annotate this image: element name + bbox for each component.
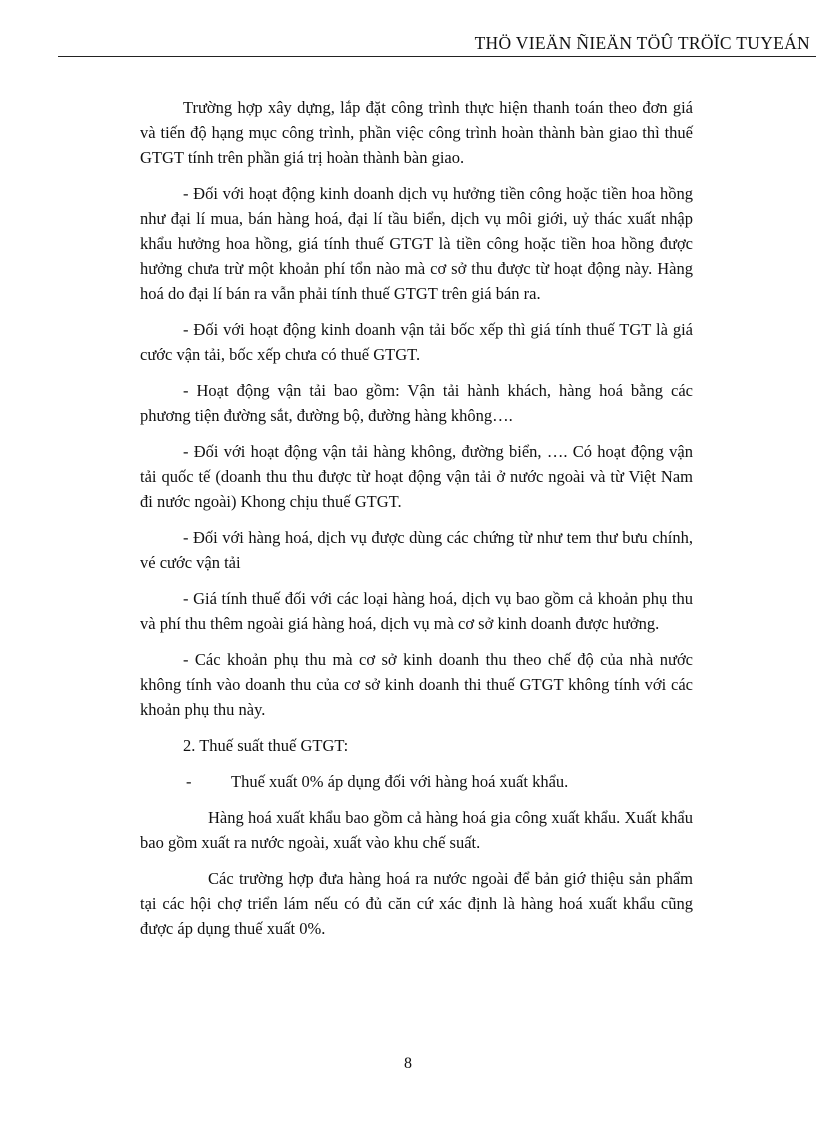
paragraph-surcharges: - Giá tính thuế đối với các loại hàng hoá, dịch vụ bao gồm cả khoản phụ thu và phí thu thêm ngoài giá hàng hoá, dịch vụ mà cơ sở kinh doanh được hưởng. — [140, 589, 693, 633]
paragraph-construction: Trường hợp xây dựng, lắp đặt công trình thực hiện thanh toán theo đơn giá và tiến độ hạng mục công trình, phần việc công trình hoàn thành bàn giao thì thuế GTGT tính trên phần giá trị hoàn thành bàn giao. — [140, 98, 693, 167]
header-rule — [58, 56, 816, 57]
paragraph-international-transport: - Đối với hoạt động vận tải hàng không, đường biển, …. Có hoạt động vận tải quốc tế (doanh thu thu được từ hoạt động vận tải ở nước ngoài và từ Việt Nam đi nước ngoài) Khong chịu thuế GTGT. — [140, 442, 693, 511]
list-dash: - — [186, 772, 192, 791]
paragraph-exhibition-goods: Các trường hợp đưa hàng hoá ra nước ngoài để bản giớ thiệu sản phẩm tại các hội chợ triển lám nếu có đủ căn cứ xác định là hàng hoá xuất khẩu cũng được áp dụng thuế xuất 0%. — [140, 869, 693, 938]
list-item-text: Thuế xuất 0% áp dụng đối với hàng hoá xuất khẩu. — [231, 772, 569, 791]
paragraph-state-surcharges: - Các khoản phụ thu mà cơ sở kinh doanh thu theo chế độ của nhà nước không tính vào doanh thu của cơ sở kinh doanh thi thuế GTGT không tính với các khoản phụ thu này. — [140, 650, 693, 719]
paragraph-commission-services: - Đối với hoạt động kinh doanh dịch vụ hưởng tiền công hoặc tiền hoa hồng như đại lí mua, bán hàng hoá, đại lí tầu biển, dịch vụ môi giới, uỷ thác xuất nhập khẩu hưởng hoa hồng, giá tính thuế GTGT là tiền công hoặc tiền hoa hồng được hưởng chưa trừ một khoản phí tổn nào mà cơ sở thu được từ hoạt động này. Hàng hoá do đại lí bán ra vẫn phải tính thuế GTGT trên giá bán ra. — [140, 184, 693, 303]
paragraph-export-goods: Hàng hoá xuất khẩu bao gồm cả hàng hoá gia công xuất khẩu. Xuất khẩu bao gồm xuất ra nước ngoài, xuất vào khu chế suất. — [140, 808, 693, 852]
section-heading-tax-rate: 2. Thuế suất thuế GTGT: — [183, 736, 349, 755]
document-body — [140, 95, 693, 952]
paragraph-transport-types: - Hoạt động vận tải bao gồm: Vận tải hành khách, hàng hoá bằng các phương tiện đường sắt, đường bộ, đường hàng không…. — [140, 381, 693, 425]
list-item-zero-rate — [140, 769, 693, 794]
paragraph-transport-loading: - Đối với hoạt động kinh doanh vận tải bốc xếp thì giá tính thuế TGT là giá cước vận tải, bốc xếp chưa có thuế GTGT. — [140, 320, 693, 364]
paragraph-postal-vouchers: - Đối với hàng hoá, dịch vụ được dùng các chứng từ như tem thư bưu chính, vé cước vận tải — [140, 528, 693, 572]
page-number: 8 — [404, 1055, 412, 1072]
header-title: THÖ VIEÄN ÑIEÄN TÖÛ TRÖÏC TUYEÁN — [474, 33, 810, 53]
